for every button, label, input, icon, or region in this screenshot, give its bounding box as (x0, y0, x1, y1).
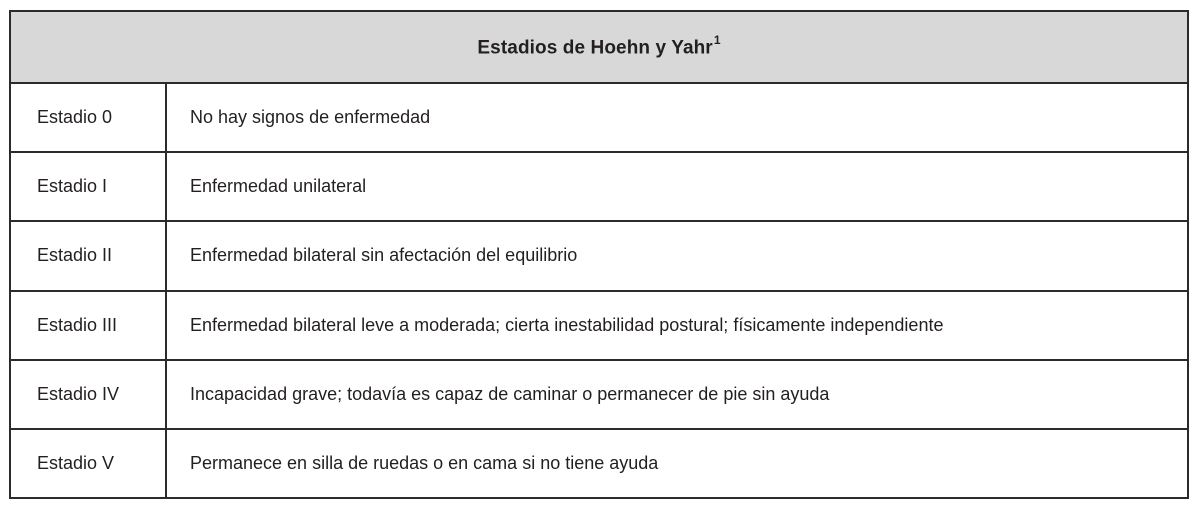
stage-cell: Estadio I (11, 153, 167, 220)
table-row (11, 222, 1187, 291)
title-footnote-marker: 1 (713, 32, 721, 47)
stage-cell: Estadio III (11, 292, 167, 359)
description-cell: Enfermedad bilateral leve a moderada; cierta inestabilidad postural; físicamente independiente (190, 314, 944, 335)
table-body (11, 84, 1187, 497)
hoehn-yahr-table (9, 10, 1189, 499)
table-title (477, 32, 721, 59)
description-cell: No hay signos de enfermedad (190, 107, 431, 128)
table-row (11, 153, 1187, 222)
table-row (11, 292, 1187, 361)
description-cell: Enfermedad unilateral (190, 176, 367, 197)
stage-cell: Estadio 0 (11, 84, 167, 151)
stage-cell: Estadio V (11, 430, 167, 497)
table-row (11, 84, 1187, 153)
description-cell: Incapacidad grave; todavía es capaz de caminar o permanecer de pie sin ayuda (190, 383, 830, 404)
table-row (11, 361, 1187, 430)
stage-cell: Estadio II (11, 222, 167, 289)
description-cell: Enfermedad bilateral sin afectación del equilibrio (190, 245, 578, 266)
table-title-text: Estadios de Hoehn y Yahr (477, 37, 713, 59)
description-cell: Permanece en silla de ruedas o en cama si no tiene ayuda (190, 452, 659, 473)
stage-cell: Estadio IV (11, 361, 167, 428)
table-row (11, 430, 1187, 497)
table-header (11, 12, 1187, 84)
